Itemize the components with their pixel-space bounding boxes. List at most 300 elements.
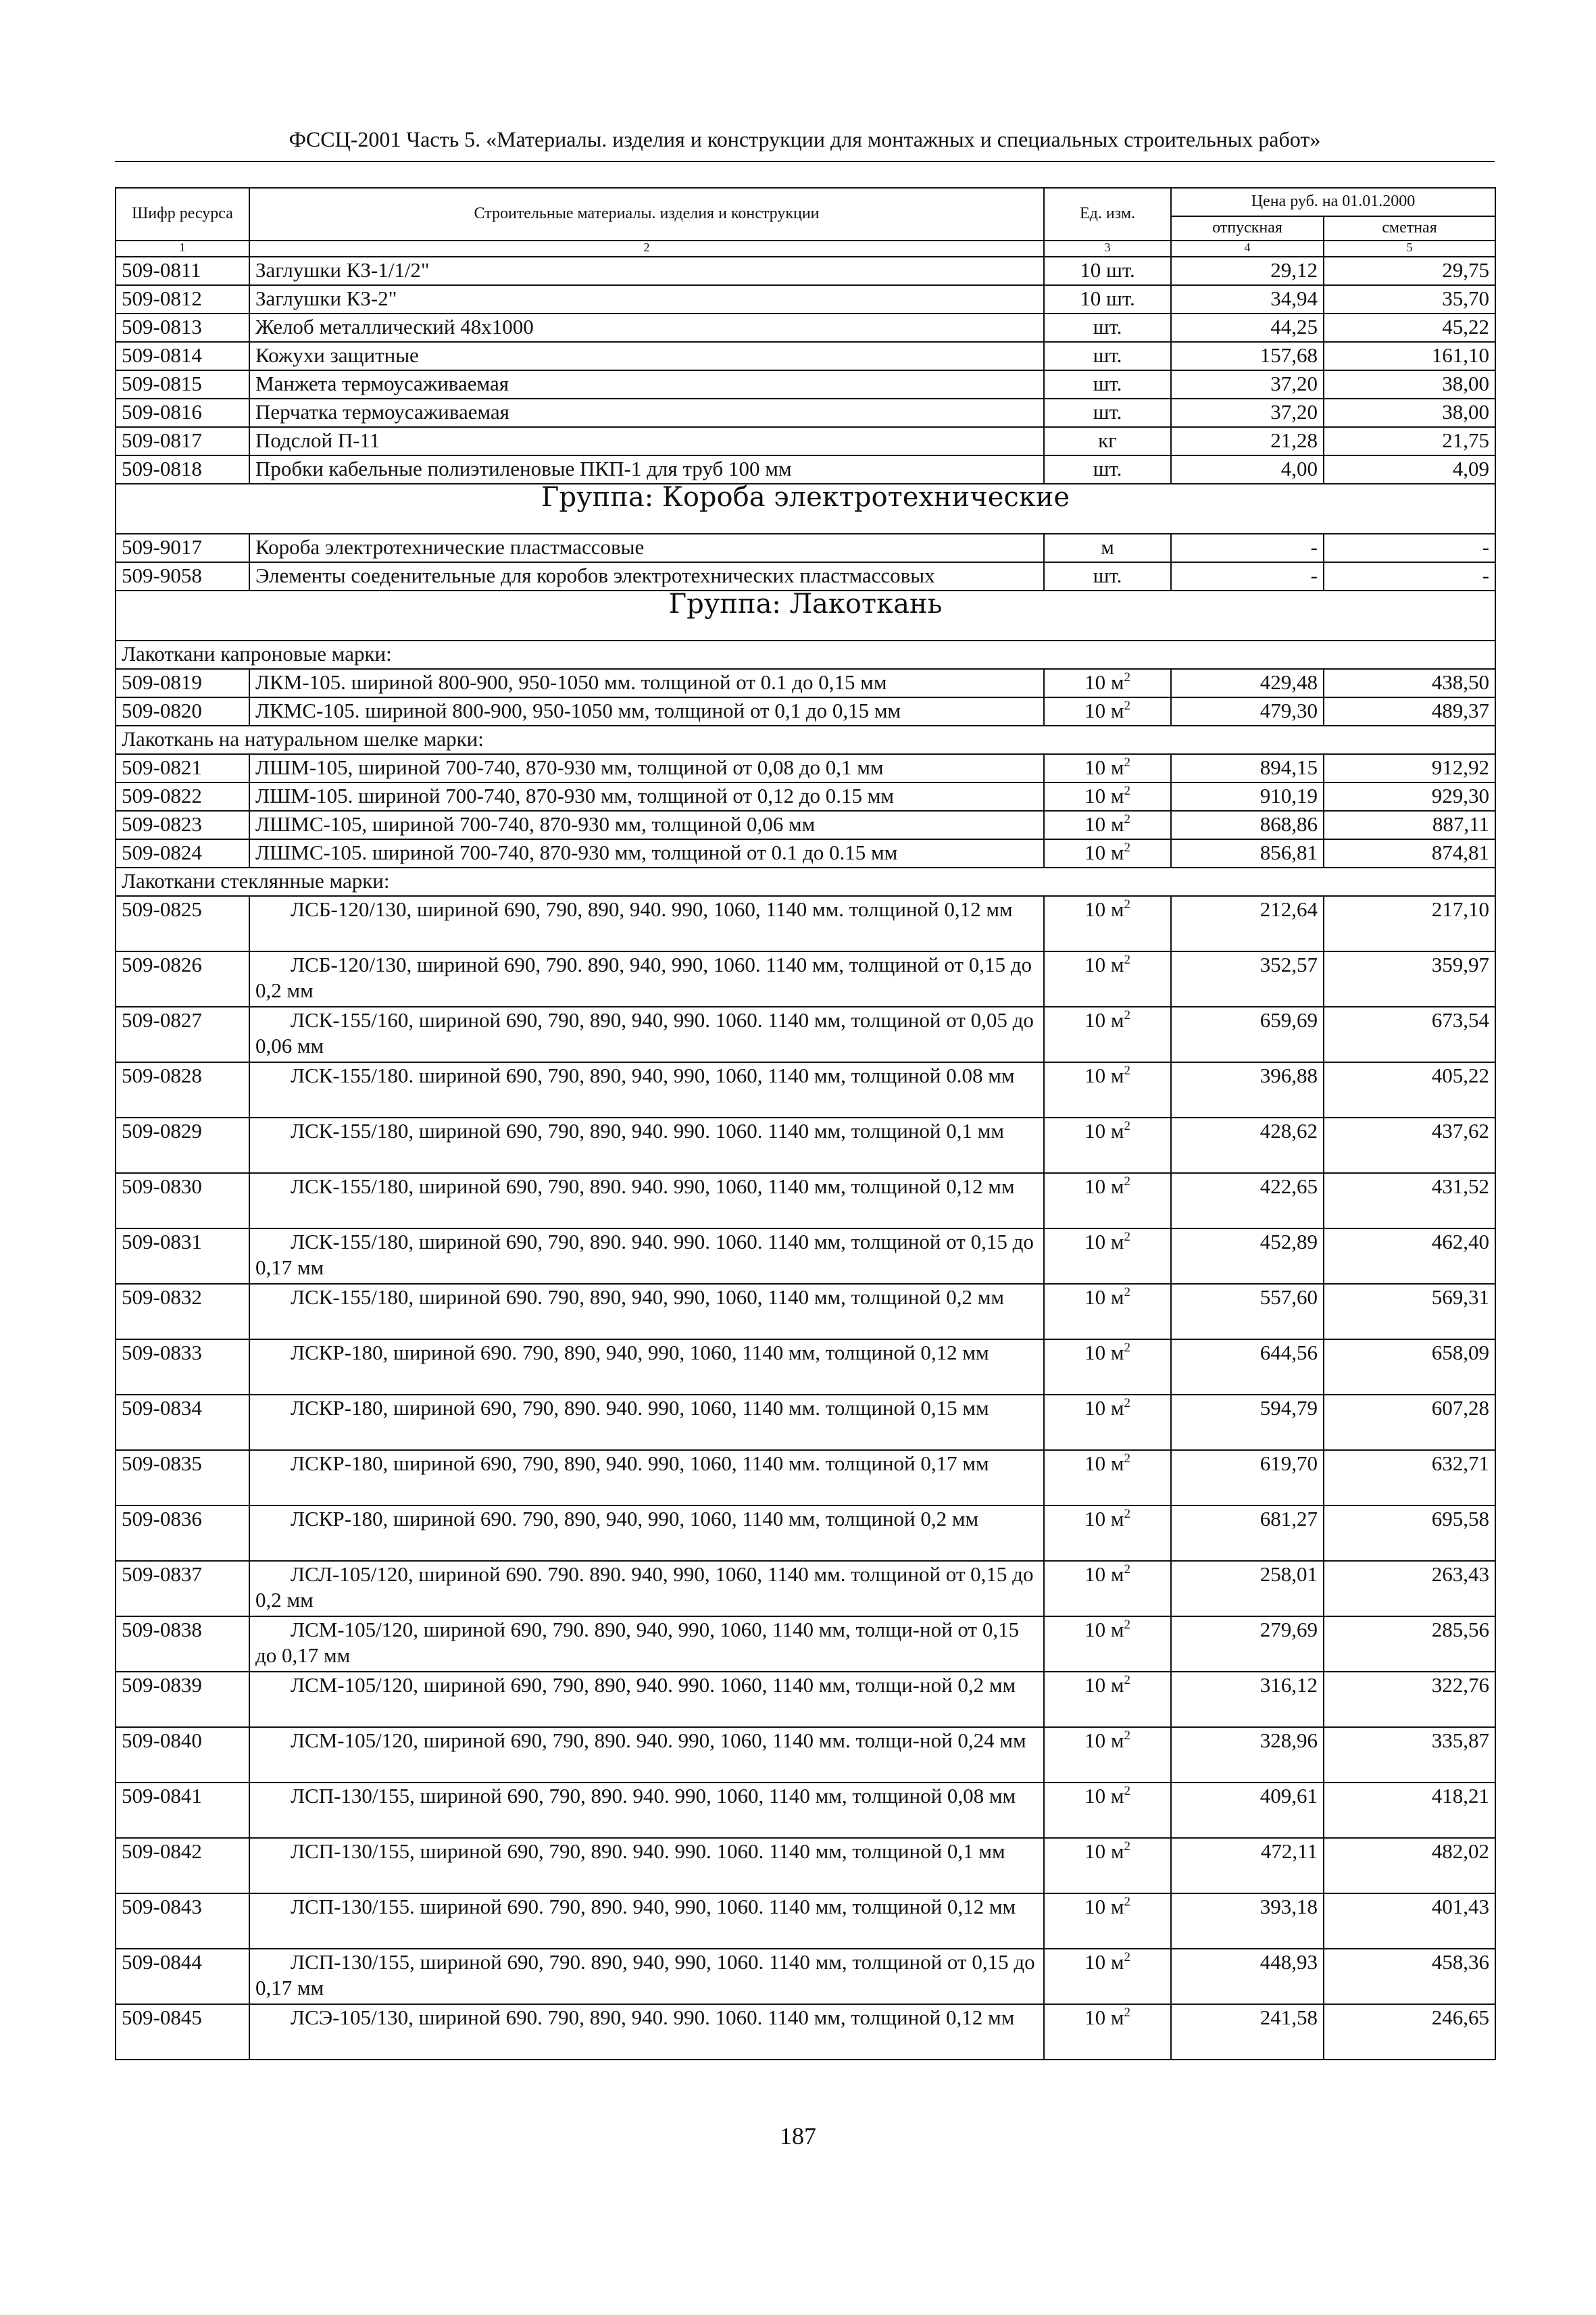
material-name: Заглушки КЗ-1/1/2" [249, 257, 1044, 285]
table-row [116, 342, 1495, 370]
material-name: Элементы соеденительные для коробов электротехнических пластмассовых [249, 562, 1044, 591]
resource-code: 509-0814 [116, 342, 249, 370]
unit-exponent: 2 [1124, 1341, 1130, 1355]
release-price: - [1171, 562, 1324, 591]
unit-exponent: 2 [1124, 1950, 1130, 1964]
col-header-price: Цена руб. на 01.01.2000 [1171, 188, 1495, 216]
material-name: ЛСБ-120/130, шириной 690, 790, 890, 940. 990, 1060, 1140 мм. толщиной 0,12 мм [249, 896, 1044, 951]
table-row [116, 669, 1495, 697]
unit-cell [1044, 1450, 1171, 1505]
estimate-price: - [1324, 562, 1495, 591]
material-name: ЛСЭ-105/130, шириной 690. 790, 890, 940. 990. 1060. 1140 мм, толщиной 0,12 мм [249, 2004, 1044, 2060]
estimate-price: 359,97 [1324, 951, 1495, 1007]
release-price: 429,48 [1171, 669, 1324, 697]
unit-exponent: 2 [1124, 1174, 1130, 1189]
resource-code: 509-0829 [116, 1118, 249, 1173]
resource-code: 509-0827 [116, 1007, 249, 1062]
header-rule [115, 161, 1495, 162]
unit-cell [1044, 1838, 1171, 1893]
resource-code: 509-0831 [116, 1228, 249, 1284]
release-price: 557,60 [1171, 1284, 1324, 1339]
table-row [116, 811, 1495, 839]
estimate-price: 482,02 [1324, 1838, 1495, 1893]
table-row [116, 839, 1495, 868]
resource-code: 509-0845 [116, 2004, 249, 2060]
subheading-kapron: Лакоткани капроновые марки: [116, 641, 1495, 669]
unit-exponent: 2 [1124, 755, 1130, 770]
estimate-price: 673,54 [1324, 1007, 1495, 1062]
unit-label: 10 м [1084, 1285, 1124, 1309]
estimate-price: 632,71 [1324, 1450, 1495, 1505]
unit-cell [1044, 1893, 1171, 1949]
release-price: 258,01 [1171, 1561, 1324, 1616]
resource-code: 509-0840 [116, 1727, 249, 1783]
release-price: 472,11 [1171, 1838, 1324, 1893]
resource-code: 509-0825 [116, 896, 249, 951]
release-price: 910,19 [1171, 782, 1324, 811]
table-row [116, 534, 1495, 562]
resource-code: 509-0841 [116, 1783, 249, 1838]
table-row [116, 314, 1495, 342]
table-row [116, 1561, 1495, 1616]
unit-exponent: 2 [1124, 1230, 1130, 1244]
unit-label: 10 м [1084, 1341, 1124, 1364]
table-row [116, 1007, 1495, 1062]
estimate-price: 695,58 [1324, 1505, 1495, 1561]
material-name: ЛКМС-105. шириной 800-900, 950-1050 мм, толщиной от 0,1 до 0,15 мм [249, 697, 1044, 726]
unit-label: 10 м [1084, 1950, 1124, 1974]
estimate-price: 431,52 [1324, 1173, 1495, 1228]
table-row [116, 1118, 1495, 1173]
resource-code: 509-0844 [116, 1949, 249, 2004]
release-price: 316,12 [1171, 1672, 1324, 1727]
material-name: Заглушки КЗ-2" [249, 285, 1044, 314]
material-name: ЛСЛ-105/120, шириной 690. 790. 890. 940, 990, 1060, 1140 мм. толщиной от 0,15 до 0,2 мм [249, 1561, 1044, 1616]
table-row [116, 1672, 1495, 1727]
material-name: ЛСКР-180, шириной 690, 790, 890, 940. 990, 1060, 1140 мм. толщиной 0,17 мм [249, 1450, 1044, 1505]
unit-cell [1044, 1007, 1171, 1062]
table-row [116, 562, 1495, 591]
subheading-silk: Лакоткань на натуральном шелке марки: [116, 726, 1495, 754]
unit-cell [1044, 1173, 1171, 1228]
release-price: 681,27 [1171, 1505, 1324, 1561]
unit-cell [1044, 1783, 1171, 1838]
table-row [116, 1173, 1495, 1228]
material-name: ЛСКР-180, шириной 690. 790, 890, 940, 990, 1060, 1140 мм, толщиной 0,12 мм [249, 1339, 1044, 1395]
material-name: ЛСП-130/155, шириной 690, 790. 890, 940, 990, 1060. 1140 мм, толщиной от 0,15 до 0,17 мм [249, 1949, 1044, 2004]
estimate-price: 458,36 [1324, 1949, 1495, 2004]
estimate-price: 38,00 [1324, 370, 1495, 399]
estimate-price: 874,81 [1324, 839, 1495, 868]
col-number: 1 [116, 241, 249, 257]
col-header-code: Шифр ресурса [116, 188, 249, 241]
unit-cell [1044, 1228, 1171, 1284]
material-name: ЛСП-130/155, шириной 690, 790, 890. 940. 990, 1060, 1140 мм, толщиной 0,08 мм [249, 1783, 1044, 1838]
unit-label: 10 м [1084, 1451, 1124, 1475]
release-price: 4,00 [1171, 455, 1324, 484]
table-row [116, 1616, 1495, 1672]
table-row [116, 1395, 1495, 1450]
unit-cell: шт. [1044, 370, 1171, 399]
unit-label: 10 м [1084, 897, 1124, 921]
estimate-price: 418,21 [1324, 1783, 1495, 1838]
unit-exponent: 2 [1124, 1451, 1130, 1466]
resource-code: 509-0824 [116, 839, 249, 868]
estimate-price: 489,37 [1324, 697, 1495, 726]
unit-cell [1044, 1118, 1171, 1173]
unit-cell [1044, 1561, 1171, 1616]
unit-exponent: 2 [1124, 1784, 1130, 1798]
material-name: ЛСП-130/155. шириной 690. 790, 890. 940, 990, 1060. 1140 мм, толщиной 0,12 мм [249, 1893, 1044, 1949]
release-price: 21,28 [1171, 427, 1324, 455]
unit-label: 10 м [1084, 1728, 1124, 1752]
unit-label: 10 м [1084, 953, 1124, 976]
release-price: 37,20 [1171, 370, 1324, 399]
unit-cell: шт. [1044, 314, 1171, 342]
release-price: 409,61 [1171, 1783, 1324, 1838]
release-price: 157,68 [1171, 342, 1324, 370]
unit-exponent: 2 [1124, 1008, 1130, 1022]
material-name: ЛСК-155/180, шириной 690, 790, 890. 940. 990, 1060, 1140 мм, толщиной 0,12 мм [249, 1173, 1044, 1228]
material-name: Пробки кабельные полиэтиленовые ПКП-1 для труб 100 мм [249, 455, 1044, 484]
material-name: ЛСП-130/155, шириной 690, 790, 890. 940. 990. 1060. 1140 мм, толщиной 0,1 мм [249, 1838, 1044, 1893]
release-price: 328,96 [1171, 1727, 1324, 1783]
unit-cell [1044, 811, 1171, 839]
unit-exponent: 2 [1124, 1618, 1130, 1632]
table-row [116, 455, 1495, 484]
estimate-price: 658,09 [1324, 1339, 1495, 1395]
resource-code: 509-0816 [116, 399, 249, 427]
col-header-estimate-price: сметная [1324, 216, 1495, 241]
estimate-price: 161,10 [1324, 342, 1495, 370]
resource-code: 509-0842 [116, 1838, 249, 1893]
estimate-price: - [1324, 534, 1495, 562]
release-price: 29,12 [1171, 257, 1324, 285]
release-price: 37,20 [1171, 399, 1324, 427]
unit-label: 10 м [1084, 755, 1124, 779]
unit-exponent: 2 [1124, 670, 1130, 684]
unit-label: 10 м [1084, 1396, 1124, 1420]
table-row [116, 1450, 1495, 1505]
material-name: ЛСКР-180, шириной 690, 790, 890. 940. 990, 1060, 1140 мм. толщиной 0,15 мм [249, 1395, 1044, 1450]
unit-exponent: 2 [1124, 1839, 1130, 1853]
material-name: ЛШМ-105, шириной 700-740, 870-930 мм, толщиной от 0,08 до 0,1 мм [249, 754, 1044, 782]
unit-exponent: 2 [1124, 1562, 1130, 1576]
release-price: 241,58 [1171, 2004, 1324, 2060]
unit-cell: шт. [1044, 342, 1171, 370]
resource-code: 509-0838 [116, 1616, 249, 1672]
estimate-price: 437,62 [1324, 1118, 1495, 1173]
unit-cell: шт. [1044, 455, 1171, 484]
unit-exponent: 2 [1124, 1119, 1130, 1133]
material-name: ЛСК-155/180. шириной 690, 790, 890, 940, 990, 1060, 1140 мм, толщиной 0.08 мм [249, 1062, 1044, 1118]
col-number: 4 [1171, 241, 1324, 257]
resource-code: 509-0822 [116, 782, 249, 811]
unit-cell [1044, 1062, 1171, 1118]
estimate-price: 4,09 [1324, 455, 1495, 484]
col-header-unit: Ед. изм. [1044, 188, 1171, 241]
estimate-price: 29,75 [1324, 257, 1495, 285]
material-name: Манжета термоусаживаемая [249, 370, 1044, 399]
release-price: 44,25 [1171, 314, 1324, 342]
release-price: 448,93 [1171, 1949, 1324, 2004]
table-row [116, 697, 1495, 726]
estimate-price: 929,30 [1324, 782, 1495, 811]
release-price: 428,62 [1171, 1118, 1324, 1173]
unit-label: 10 м [1084, 1839, 1124, 1863]
material-name: ЛСМ-105/120, шириной 690, 790, 890, 940. 990. 1060, 1140 мм, толщи-ной 0,2 мм [249, 1672, 1044, 1727]
unit-cell [1044, 1616, 1171, 1672]
table-row [116, 285, 1495, 314]
estimate-price: 322,76 [1324, 1672, 1495, 1727]
estimate-price: 21,75 [1324, 427, 1495, 455]
resource-code: 509-0836 [116, 1505, 249, 1561]
material-name: ЛСК-155/180, шириной 690. 790, 890, 940, 990, 1060, 1140 мм, толщиной 0,2 мм [249, 1284, 1044, 1339]
col-header-release-price: отпускная [1171, 216, 1324, 241]
release-price: 594,79 [1171, 1395, 1324, 1450]
unit-cell: 10 шт. [1044, 257, 1171, 285]
material-name: ЛСК-155/180, шириной 690, 790, 890. 940. 990. 1060. 1140 мм, толщиной от 0,15 до 0,17 мм [249, 1228, 1044, 1284]
release-price: 422,65 [1171, 1173, 1324, 1228]
material-name: Подслой П-11 [249, 427, 1044, 455]
unit-cell [1044, 1727, 1171, 1783]
table-row [116, 754, 1495, 782]
resource-code: 509-0823 [116, 811, 249, 839]
estimate-price: 438,50 [1324, 669, 1495, 697]
estimate-price: 912,92 [1324, 754, 1495, 782]
estimate-price: 285,56 [1324, 1616, 1495, 1672]
resource-code: 509-0843 [116, 1893, 249, 1949]
unit-cell [1044, 1949, 1171, 2004]
subheading-glass: Лакоткани стеклянные марки: [116, 868, 1495, 896]
estimate-price: 401,43 [1324, 1893, 1495, 1949]
unit-label: 10 м [1084, 1008, 1124, 1032]
estimate-price: 607,28 [1324, 1395, 1495, 1450]
unit-exponent: 2 [1124, 1285, 1130, 1299]
estimate-price: 887,11 [1324, 811, 1495, 839]
resource-code: 509-0821 [116, 754, 249, 782]
resource-code: 509-0835 [116, 1450, 249, 1505]
group-row [116, 591, 1495, 641]
estimate-price: 462,40 [1324, 1228, 1495, 1284]
estimate-price: 569,31 [1324, 1284, 1495, 1339]
page-header: ФССЦ-2001 Часть 5. «Материалы. изделия и конструкции для монтажных и специальных строительных работ» [289, 127, 1321, 151]
estimate-price: 335,87 [1324, 1727, 1495, 1783]
table-row [116, 257, 1495, 285]
resource-code: 509-0817 [116, 427, 249, 455]
release-price: 396,88 [1171, 1062, 1324, 1118]
material-name: ЛКМ-105. шириной 800-900, 950-1050 мм. толщиной от 0.1 до 0,15 мм [249, 669, 1044, 697]
table-row [116, 1284, 1495, 1339]
page-number: 187 [780, 2122, 816, 2149]
estimate-price: 217,10 [1324, 896, 1495, 951]
resource-code: 509-0834 [116, 1395, 249, 1450]
unit-exponent: 2 [1124, 1507, 1130, 1521]
release-price: 659,69 [1171, 1007, 1324, 1062]
unit-label: 10 м [1084, 699, 1124, 722]
unit-label: 10 м [1084, 2006, 1124, 2029]
table-row [116, 1949, 1495, 2004]
unit-cell: кг [1044, 427, 1171, 455]
unit-label: 10 м [1084, 1618, 1124, 1641]
unit-label: 10 м [1084, 1230, 1124, 1253]
unit-label: 10 м [1084, 1174, 1124, 1198]
unit-exponent: 2 [1124, 784, 1130, 798]
table-row [116, 427, 1495, 455]
price-table [115, 187, 1496, 2060]
group-row [116, 484, 1495, 534]
unit-exponent: 2 [1124, 1673, 1130, 1687]
resource-code: 509-9058 [116, 562, 249, 591]
table-row [116, 1838, 1495, 1893]
unit-label: 10 м [1084, 670, 1124, 694]
unit-label: 10 м [1084, 1673, 1124, 1697]
release-price: 868,86 [1171, 811, 1324, 839]
resource-code: 509-0811 [116, 257, 249, 285]
table-row [116, 1893, 1495, 1949]
material-name: ЛСМ-105/120, шириной 690, 790. 890, 940, 990, 1060, 1140 мм, толщи-ной от 0,15 до 0,17 мм [249, 1616, 1044, 1672]
subheading-row [116, 726, 1495, 754]
col-header-name: Строительные материалы. изделия и конструкции [249, 188, 1044, 241]
release-price: - [1171, 534, 1324, 562]
table-row [116, 2004, 1495, 2060]
table-row [116, 1783, 1495, 1838]
resource-code: 509-0833 [116, 1339, 249, 1395]
table-row [116, 1339, 1495, 1395]
unit-label: 10 м [1084, 784, 1124, 807]
resource-code: 509-0818 [116, 455, 249, 484]
unit-exponent: 2 [1124, 812, 1130, 826]
material-name: ЛСМ-105/120, шириной 690, 790, 890. 940. 990, 1060, 1140 мм. толщи-ной 0,24 мм [249, 1727, 1044, 1783]
unit-cell: 10 шт. [1044, 285, 1171, 314]
unit-label: 10 м [1084, 841, 1124, 864]
unit-cell [1044, 1284, 1171, 1339]
release-price: 479,30 [1171, 697, 1324, 726]
resource-code: 509-9017 [116, 534, 249, 562]
unit-cell [1044, 2004, 1171, 2060]
table-row [116, 1727, 1495, 1783]
release-price: 352,57 [1171, 951, 1324, 1007]
table-row [116, 951, 1495, 1007]
unit-label: 10 м [1084, 1562, 1124, 1586]
unit-cell [1044, 839, 1171, 868]
release-price: 894,15 [1171, 754, 1324, 782]
table-row [116, 1062, 1495, 1118]
resource-code: 509-0820 [116, 697, 249, 726]
unit-cell [1044, 1672, 1171, 1727]
unit-cell [1044, 754, 1171, 782]
table-row [116, 1505, 1495, 1561]
estimate-price: 263,43 [1324, 1561, 1495, 1616]
unit-cell [1044, 782, 1171, 811]
unit-label: 10 м [1084, 1895, 1124, 1918]
unit-cell: шт. [1044, 399, 1171, 427]
unit-cell [1044, 697, 1171, 726]
unit-cell [1044, 896, 1171, 951]
unit-label: 10 м [1084, 1507, 1124, 1530]
resource-code: 509-0839 [116, 1672, 249, 1727]
material-name: ЛСК-155/160, шириной 690, 790, 890, 940, 990. 1060. 1140 мм, толщиной от 0,05 до 0,06 мм [249, 1007, 1044, 1062]
resource-code: 509-0837 [116, 1561, 249, 1616]
unit-cell [1044, 669, 1171, 697]
subheading-row [116, 868, 1495, 896]
estimate-price: 405,22 [1324, 1062, 1495, 1118]
release-price: 619,70 [1171, 1450, 1324, 1505]
unit-exponent: 2 [1124, 841, 1130, 855]
unit-label: 10 м [1084, 1119, 1124, 1143]
release-price: 644,56 [1171, 1339, 1324, 1395]
unit-exponent: 2 [1124, 699, 1130, 713]
col-number: 2 [249, 241, 1044, 257]
table-row [116, 370, 1495, 399]
unit-exponent: 2 [1124, 953, 1130, 967]
resource-code: 509-0832 [116, 1284, 249, 1339]
unit-cell [1044, 1505, 1171, 1561]
resource-code: 509-0812 [116, 285, 249, 314]
release-price: 212,64 [1171, 896, 1324, 951]
resource-code: 509-0819 [116, 669, 249, 697]
unit-exponent: 2 [1124, 897, 1130, 912]
material-name: ЛШМ-105. шириной 700-740, 870-930 мм, толщиной от 0,12 до 0.15 мм [249, 782, 1044, 811]
resource-code: 509-0813 [116, 314, 249, 342]
unit-label: 10 м [1084, 1784, 1124, 1808]
release-price: 393,18 [1171, 1893, 1324, 1949]
resource-code: 509-0815 [116, 370, 249, 399]
release-price: 34,94 [1171, 285, 1324, 314]
unit-cell: м [1044, 534, 1171, 562]
material-name: ЛШМС-105. шириной 700-740, 870-930 мм, толщиной от 0.1 до 0.15 мм [249, 839, 1044, 868]
col-number: 3 [1044, 241, 1171, 257]
table-row [116, 399, 1495, 427]
unit-cell [1044, 1395, 1171, 1450]
unit-exponent: 2 [1124, 1064, 1130, 1078]
unit-label: 10 м [1084, 812, 1124, 836]
group-heading-lakotkan: Группа: Лакоткань [116, 591, 1495, 641]
estimate-price: 45,22 [1324, 314, 1495, 342]
unit-exponent: 2 [1124, 2006, 1130, 2020]
material-name: Короба электротехнические пластмассовые [249, 534, 1044, 562]
estimate-price: 246,65 [1324, 2004, 1495, 2060]
release-price: 279,69 [1171, 1616, 1324, 1672]
resource-code: 509-0826 [116, 951, 249, 1007]
material-name: ЛСБ-120/130, шириной 690, 790. 890, 940, 990, 1060. 1140 мм, толщиной от 0,15 до 0,2 мм [249, 951, 1044, 1007]
material-name: Кожухи защитные [249, 342, 1044, 370]
subheading-row [116, 641, 1495, 669]
table-row [116, 1228, 1495, 1284]
resource-code: 509-0830 [116, 1173, 249, 1228]
table-row [116, 896, 1495, 951]
resource-code: 509-0828 [116, 1062, 249, 1118]
release-price: 452,89 [1171, 1228, 1324, 1284]
estimate-price: 35,70 [1324, 285, 1495, 314]
unit-cell [1044, 951, 1171, 1007]
material-name: Желоб металлический 48х1000 [249, 314, 1044, 342]
col-number: 5 [1324, 241, 1495, 257]
unit-exponent: 2 [1124, 1728, 1130, 1743]
material-name: ЛСК-155/180, шириной 690, 790, 890, 940. 990. 1060. 1140 мм, толщиной 0,1 мм [249, 1118, 1044, 1173]
material-name: Перчатка термоусаживаемая [249, 399, 1044, 427]
unit-label: 10 м [1084, 1064, 1124, 1087]
group-heading-boxes: Группа: Короба электротехнические [116, 484, 1495, 534]
unit-exponent: 2 [1124, 1396, 1130, 1410]
table-row [116, 782, 1495, 811]
material-name: ЛСКР-180, шириной 690. 790, 890, 940, 990, 1060, 1140 мм, толщиной 0,2 мм [249, 1505, 1044, 1561]
release-price: 856,81 [1171, 839, 1324, 868]
unit-cell: шт. [1044, 562, 1171, 591]
unit-cell [1044, 1339, 1171, 1395]
unit-exponent: 2 [1124, 1895, 1130, 1909]
material-name: ЛШМС-105, шириной 700-740, 870-930 мм, толщиной 0,06 мм [249, 811, 1044, 839]
